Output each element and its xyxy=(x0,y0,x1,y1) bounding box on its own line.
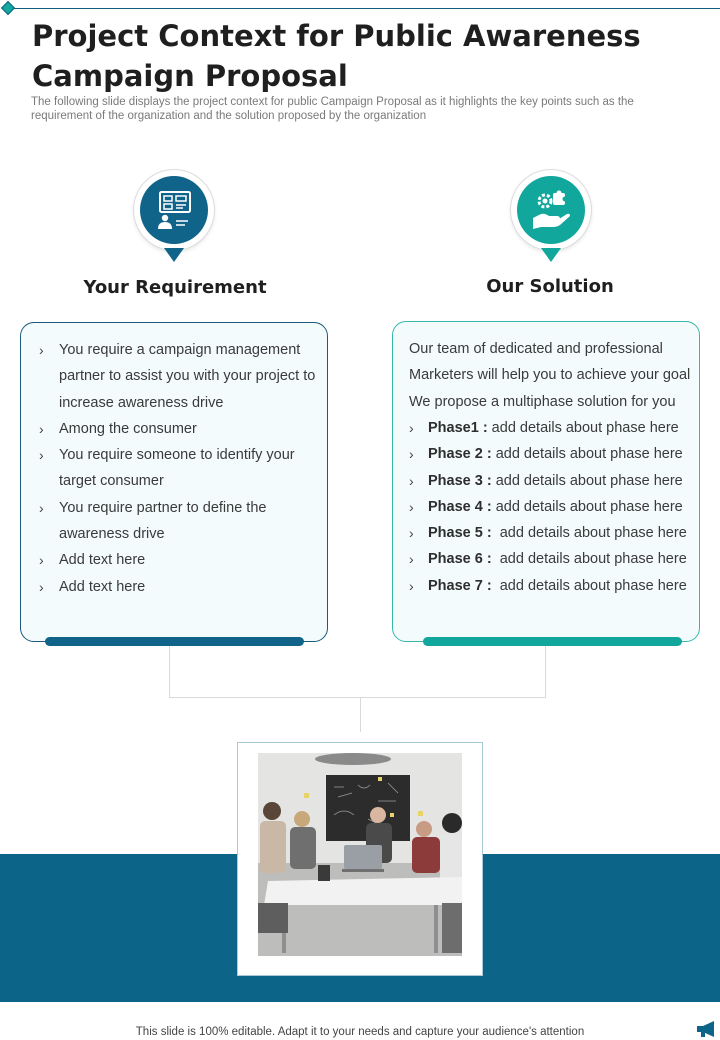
chevron-right-icon: › xyxy=(409,472,414,489)
list-item: › You require someone to identify your target consumer xyxy=(39,442,321,495)
solution-accent-bar xyxy=(423,637,682,646)
chevron-right-icon: › xyxy=(39,578,44,595)
chevron-right-icon: › xyxy=(409,525,414,542)
photo-frame xyxy=(237,742,483,976)
chevron-right-icon: › xyxy=(409,577,414,594)
list-item: › Phase1 : add details about phase here xyxy=(409,415,699,441)
hand-with-gears-icon xyxy=(529,188,573,232)
connector-left xyxy=(169,646,170,698)
list-item: › You require a campaign management partner to assist you with your project to increase awareness drive xyxy=(39,337,321,416)
page-title: Project Context for Public Awareness Campaign Proposal xyxy=(32,19,641,93)
footer-text: This slide is 100% editable. Adapt it to your needs and capture your audience's attention xyxy=(135,1026,585,1038)
solution-pin xyxy=(511,170,591,268)
page-subtitle: The following slide displays the project context for public Campaign Proposal as it highlights the key points such as the requirement of the organization and the solution proposed by the organization xyxy=(31,96,634,122)
presentation-board-icon xyxy=(152,188,196,232)
solution-heading: Our Solution xyxy=(486,276,614,297)
connector-right xyxy=(545,646,546,698)
team-meeting-photo xyxy=(258,753,462,956)
chevron-right-icon: › xyxy=(39,552,44,569)
list-item: › Add text here xyxy=(39,574,321,600)
solution-intro xyxy=(409,336,699,415)
list-item: › Phase 4 : add details about phase here xyxy=(409,494,699,520)
connector-center xyxy=(360,698,361,732)
requirement-pin xyxy=(134,170,214,268)
chevron-right-icon: › xyxy=(409,498,414,515)
chevron-right-icon: › xyxy=(409,446,414,463)
requirement-accent-bar xyxy=(45,637,304,646)
chevron-right-icon: › xyxy=(409,420,414,436)
intro-line: We propose a multiphase solution for you xyxy=(409,393,676,410)
megaphone-icon xyxy=(696,1020,718,1038)
intro-line: Our team of dedicated and professional xyxy=(409,341,663,357)
list-item: › Phase 5 : add details about phase here xyxy=(409,520,699,546)
list-item: › Phase 3 : add details about phase here xyxy=(409,468,699,494)
chevron-right-icon: › xyxy=(39,342,44,358)
list-item: › Phase 7 : add details about phase here xyxy=(409,573,699,599)
list-item: › Phase 2 : add details about phase here xyxy=(409,441,699,467)
chevron-right-icon: › xyxy=(39,499,44,516)
connector-horizontal xyxy=(169,697,546,698)
list-item: › Add text here xyxy=(39,547,321,573)
requirement-heading: Your Requirement xyxy=(83,277,267,298)
list-item: › You require partner to define the awareness drive xyxy=(39,495,321,548)
top-rule xyxy=(8,8,720,9)
chevron-right-icon: › xyxy=(409,551,414,568)
solution-card xyxy=(392,321,700,642)
list-item: › Phase 6 : add details about phase here xyxy=(409,546,699,572)
intro-line: Marketers will help you to achieve your goal xyxy=(409,367,691,384)
phase-list xyxy=(409,415,699,599)
list-item: › Among the consumer xyxy=(39,416,321,442)
chevron-right-icon: › xyxy=(39,420,44,437)
diamond-icon xyxy=(1,1,15,15)
chevron-right-icon: › xyxy=(39,447,44,464)
requirement-card xyxy=(20,322,328,642)
requirement-list xyxy=(39,337,321,600)
